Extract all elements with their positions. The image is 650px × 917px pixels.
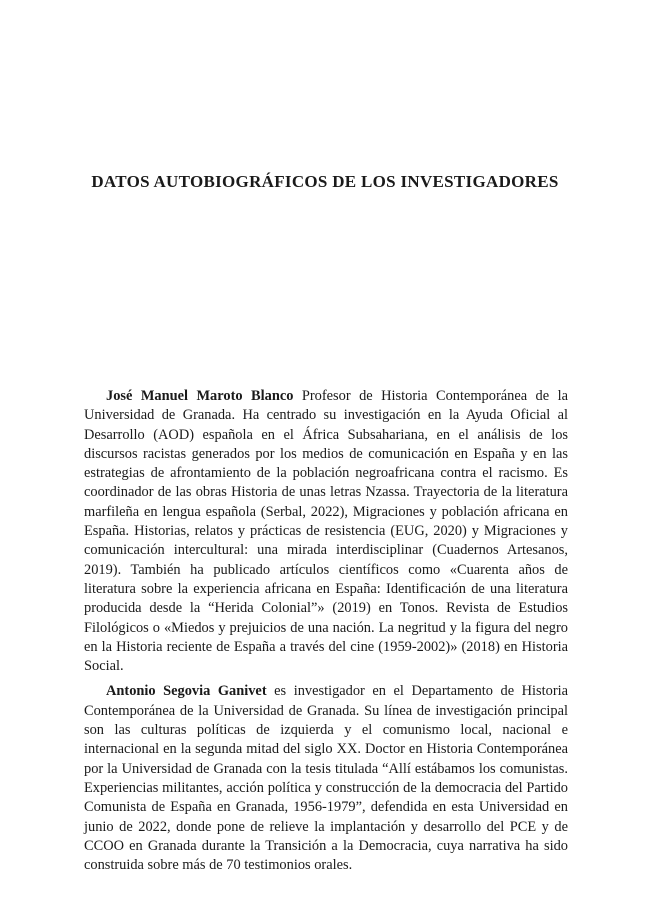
biography-paragraph (84, 682, 568, 875)
researcher-name: José Manuel Maroto Blanco (106, 388, 294, 404)
biographies-section (84, 387, 568, 881)
biography-text: Profesor de Historia Contemporánea de la Universidad de Granada. Ha centrado su investigación en la Ayuda Oficial al Desarrollo (AOD) española en el África Subsahariana, en el análisis de los discursos racistas generados por los medios de comunicación en España y en las estrategias de afrontamiento de la población negroafricana contra el racismo. Es coordinador de las obras Historia de unas letras Nzassa. Trayectoria de la literatura marfileña en lengua española (Serbal, 2022), Migraciones y población africana en España. Historias, relatos y prácticas de resistencia (EUG, 2020) y Migraciones y comunicación intercultural: una mirada interdisciplinar (Cuadernos Artesanos, 2019). También ha publicado artículos científicos como «Cuarenta años de literatura sobre la experiencia africana en España: Identificación de una literatura producida desde la “Herida Colonial”» (2019) en Tonos. Revista de Estudios Filológicos o «Miedos y prejuicios de una nación. La negritud y la figura del negro en la Historia reciente de España a través del cine (1959-2002)» (2018) en Historia Social. (84, 388, 568, 675)
page-heading: DATOS AUTOBIOGRÁFICOS DE LOS INVESTIGADORES (91, 172, 559, 191)
researcher-name: Antonio Segovia Ganivet (106, 683, 267, 700)
biography-text: es investigador en el Departamento de Historia Contemporánea de la Universidad de Granada. Su línea de investigación principal son las culturas políticas de izquierda y el comunismo local, nacional e internacional en la segunda mitad del siglo XX. Doctor en Historia Contemporánea por la Universidad de Granada con la tesis titulada “Allí estábamos los comunistas. Experiencias militantes, acción política y construcción de la democracia del Partido Comunista de España en Granada, 1956-1979”, defendida en esta Universidad en junio de 2022, donde pone de relieve la implantación y desarrollo del PCE y de CCOO en Granada durante la Transición a la Democracia, cuya narrativa ha sido construida sobre más de 70 testimonios orales. (84, 683, 569, 874)
biography-paragraph (84, 387, 568, 676)
